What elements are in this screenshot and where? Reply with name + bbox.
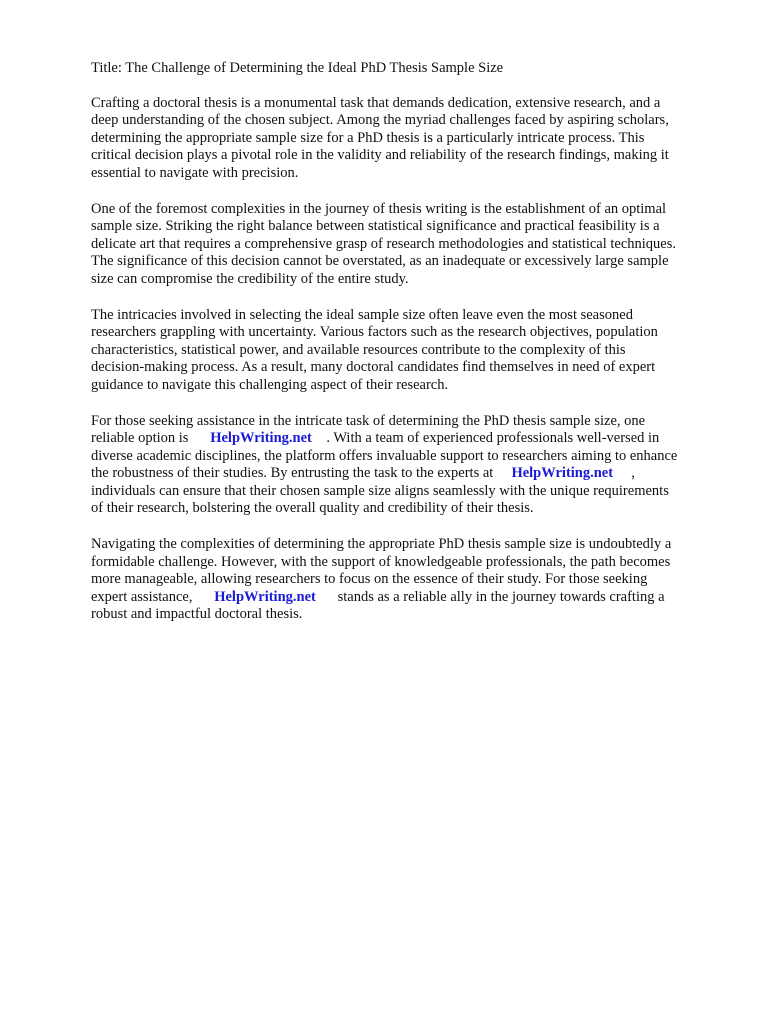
paragraph-line: Navigating the complexities of determining the appropriate PhD thesis sample size is undoubtedly a: [91, 536, 672, 553]
line-text: reliable option is: [91, 430, 193, 447]
paragraph-line: For those seeking assistance in the intricate task of determining the PhD thesis sample size, one: [91, 412, 646, 429]
line-text: the robustness of their studies. By entrusting the task to the experts at: [91, 465, 497, 482]
line-text: . With a team of experienced professionals well-versed in: [322, 430, 660, 447]
paragraph-line: formidable challenge. However, with the support of knowledgeable professionals, the path becomes: [91, 553, 671, 570]
paragraph-line: [91, 589, 731, 607]
helpwriting-link[interactable]: HelpWriting.net: [511, 465, 614, 482]
line-text: ,: [627, 465, 635, 482]
paragraph-line: delicate art that requires a comprehensive grasp of research methodologies and statistical techniques.: [91, 235, 677, 252]
paragraph-line: size can compromise the credibility of the entire study.: [91, 270, 409, 287]
paragraph-line: diverse academic disciplines, the platform offers invaluable support to researchers aiming to enhance: [91, 447, 678, 464]
paragraph-line: deep understanding of the chosen subject. Among the myriad challenges faced by aspiring scholars,: [91, 112, 669, 129]
helpwriting-link[interactable]: HelpWriting.net: [214, 588, 316, 605]
line-text: expert assistance,: [91, 588, 197, 605]
paragraph-line: decision-making process. As a result, many doctoral candidates find themselves in need of expert: [91, 359, 656, 376]
paragraph-line: The intricacies involved in selecting the ideal sample size often leave even the most seasoned: [91, 306, 633, 323]
paragraph-line: sample size. Striking the right balance between statistical significance and practical feasibility is a: [91, 218, 660, 235]
paragraph-line: One of the foremost complexities in the journey of thesis writing is the establishment of an optimal: [91, 200, 667, 217]
paragraph-line: of their research, bolstering the overall quality and credibility of their thesis.: [91, 500, 534, 517]
line-text: stands as a reliable ally in the journey towards crafting a: [333, 588, 665, 605]
paragraph-line: [91, 430, 731, 448]
paragraph-line: characteristics, statistical power, and available resources contribute to the complexity of this: [91, 341, 626, 358]
paragraph-1: [91, 95, 731, 183]
paragraph-line: individuals can ensure that their chosen sample size aligns seamlessly with the unique requirements: [91, 482, 669, 499]
paragraph-line: Crafting a doctoral thesis is a monumental task that demands dedication, extensive research, and a: [91, 94, 661, 111]
paragraph-line: [91, 465, 731, 483]
document-page: [91, 60, 731, 642]
paragraph-line: The significance of this decision cannot be overstated, as an inadequate or excessively large sample: [91, 253, 669, 270]
paragraph-5: [91, 536, 731, 624]
paragraph-4: [91, 413, 731, 519]
paragraph-line: researchers grappling with uncertainty. Various factors such as the research objectives, population: [91, 324, 658, 341]
document-title: Title: The Challenge of Determining the Ideal PhD Thesis Sample Size: [91, 60, 504, 76]
paragraph-line: more manageable, allowing researchers to focus on the essence of their study. For those seeking: [91, 571, 648, 588]
paragraph-line: essential to navigate with precision.: [91, 164, 299, 181]
paragraph-2: [91, 201, 731, 289]
paragraph-line: critical decision plays a pivotal role in the validity and reliability of the research findings, making it: [91, 147, 669, 164]
paragraph-3: [91, 307, 731, 395]
helpwriting-link[interactable]: HelpWriting.net: [210, 430, 312, 447]
paragraph-line: determining the appropriate sample size for a PhD thesis is a particularly intricate process. This: [91, 129, 645, 146]
paragraph-line: guidance to navigate this challenging aspect of their research.: [91, 376, 449, 393]
paragraph-line: robust and impactful doctoral thesis.: [91, 606, 303, 623]
